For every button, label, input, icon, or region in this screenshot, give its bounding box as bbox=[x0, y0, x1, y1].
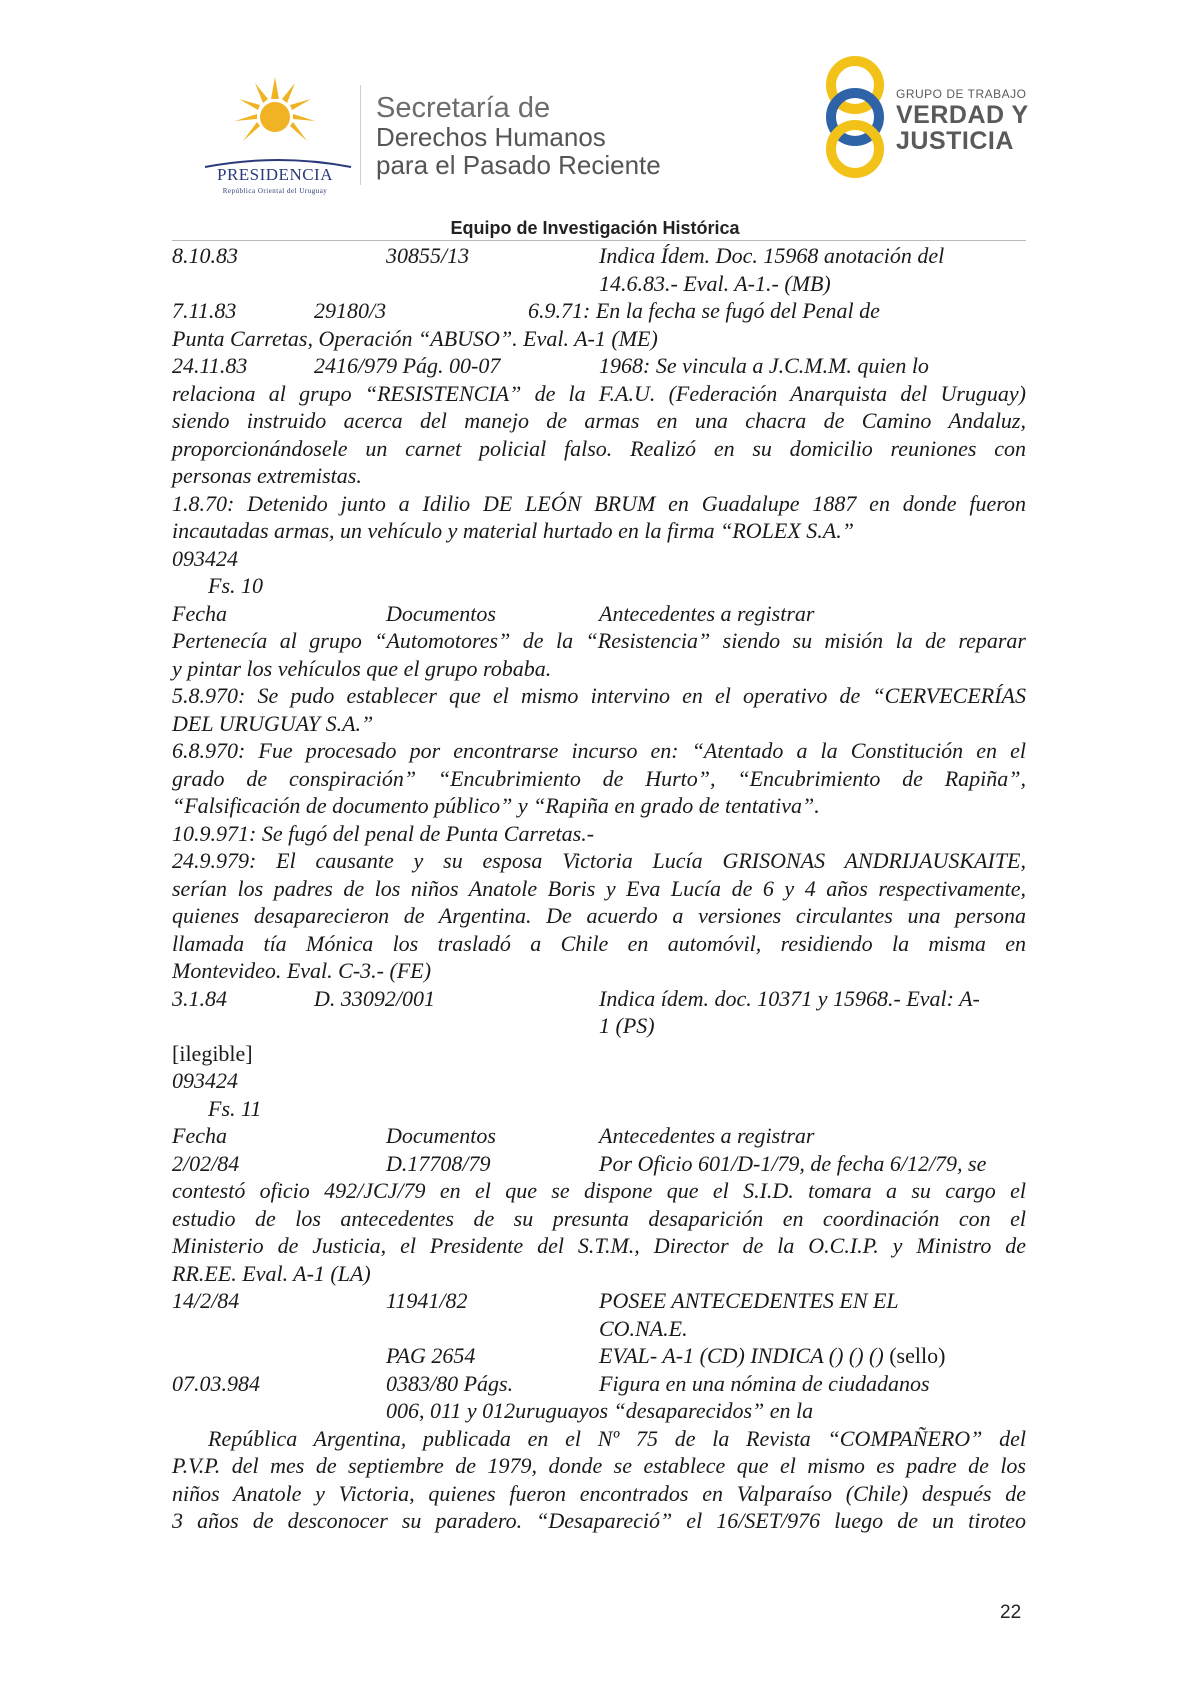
entry-date: 07.03.984 bbox=[172, 1370, 260, 1396]
entry-text: Indica Ídem. Doc. 15968 anotación del bbox=[599, 243, 945, 268]
grupo-verdad-justicia-logo bbox=[820, 55, 1060, 185]
grupo-line2: JUSTICIA bbox=[896, 127, 1014, 155]
entry-row bbox=[172, 1370, 1026, 1398]
text-line: relaciona al grupo “RESISTENCIA” de la F.A.U. (Federación Anarquista del Uruguay) bbox=[172, 380, 1026, 406]
secretaria-line1: Secretaría de bbox=[376, 92, 551, 124]
entry-row bbox=[172, 985, 1026, 1013]
presidencia-logo bbox=[195, 77, 355, 197]
entry-row bbox=[172, 1012, 1026, 1040]
column-headers bbox=[172, 600, 1026, 628]
text-line: Ministerio de Justicia, el Presidente del S.T.M., Director de la O.C.I.P. y Ministro de bbox=[172, 1233, 1026, 1258]
stamp-note: (sello) bbox=[889, 1343, 946, 1368]
text-line: siendo instruido acerca del manejo de armas en una chacra de Camino Andaluz, bbox=[172, 408, 1026, 433]
text-line: 1.8.70: Detenido junto a Idilio DE LEÓN BRUM en Guadalupe 1887 en donde fueron bbox=[172, 490, 1026, 516]
rings-emblem-icon bbox=[820, 55, 890, 180]
header-documentos: Documentos bbox=[386, 1123, 496, 1148]
entry-doc: 2416/979 Pág. 00-07 bbox=[314, 353, 501, 378]
entry-doc: D.17708/79 bbox=[386, 1150, 491, 1176]
entry-date: 3.1.84 bbox=[172, 985, 227, 1011]
text-span: Fs. 11 bbox=[208, 1095, 262, 1121]
entry-doc: D. 33092/001 bbox=[314, 985, 435, 1011]
entry-text: Indica ídem. doc. 10371 y 15968.- Eval: A- bbox=[599, 985, 980, 1011]
entry-row bbox=[172, 1287, 1026, 1315]
entry-date: 24.11.83 bbox=[172, 353, 248, 378]
entry-date: 8.10.83 bbox=[172, 243, 238, 268]
folio-label bbox=[172, 1095, 1026, 1123]
entry-row bbox=[172, 352, 1026, 380]
team-title: Equipo de Investigación Histórica bbox=[450, 218, 740, 238]
text-line: República Argentina, publicada en el Nº 75 de la Revista “COMPAÑERO” del bbox=[208, 1425, 1026, 1451]
header-documentos: Documentos bbox=[386, 600, 496, 626]
text-line: llamada tía Mónica los trasladó a Chile en automóvil, residiendo la misma en bbox=[172, 930, 1026, 956]
entry-doc: 29180/3 bbox=[314, 298, 387, 323]
folio-code: 093424 bbox=[172, 1068, 238, 1093]
header-antecedentes: Antecedentes a registrar bbox=[599, 600, 815, 626]
entry-doc: 11941/82 bbox=[386, 1288, 468, 1313]
folio-label bbox=[172, 572, 1026, 600]
text-line: RR.EE. Eval. A-1 (LA) bbox=[172, 1260, 371, 1286]
text-line: y pintar los vehículos que el grupo robaba. bbox=[172, 655, 552, 681]
text-line: incautadas armas, un vehículo y material hurtado en la firma “ROLEX S.A.” bbox=[172, 518, 854, 543]
secretaria-line3: para el Pasado Reciente bbox=[376, 150, 661, 180]
sun-emblem-icon bbox=[235, 77, 315, 149]
text-line: Montevideo. Eval. C-3.- (FE) bbox=[172, 958, 432, 983]
entry-text: POSEE ANTECEDENTES EN EL bbox=[599, 1288, 899, 1313]
text-line: proporcionándosele un carnet policial falso. Realizó en su domicilio reuniones con bbox=[172, 435, 1026, 461]
header-fecha: Fecha bbox=[172, 1123, 227, 1148]
page-number: 22 bbox=[1000, 1602, 1022, 1623]
text-line: 10.9.971: Se fugó del penal de Punta Carretas.- bbox=[172, 820, 595, 846]
header-antecedentes: Antecedentes a registrar bbox=[599, 1123, 815, 1148]
text-line: personas extremistas. bbox=[172, 463, 362, 488]
text-line: DEL URUGUAY S.A.” bbox=[172, 710, 374, 736]
entry-text bbox=[599, 1342, 945, 1370]
entry-row bbox=[172, 1342, 1026, 1370]
text-line: contestó oficio 492/JCJ/79 en el que se dispone que el S.I.D. tomara a su cargo el bbox=[172, 1178, 1026, 1203]
text-line: 3 años de desconocer su paradero. “Desapareció” el 16/SET/976 luego de un tiroteo bbox=[172, 1508, 1026, 1533]
text-line: “Falsificación de documento público” y “Rapiña en grado de tentativa”. bbox=[172, 793, 820, 818]
column-headers bbox=[172, 1122, 1026, 1150]
entry-date: 2/02/84 bbox=[172, 1150, 240, 1176]
text-line: serían los padres de los niños Anatole Boris y Eva Lucía de 6 y 4 años respectivamente, bbox=[172, 875, 1026, 901]
entry-text: Por Oficio 601/D-1/79, de fecha 6/12/79, se bbox=[599, 1150, 987, 1176]
entry-text: 1968: Se vincula a J.C.M.M. quien lo bbox=[599, 353, 929, 378]
text-span: Fs. 10 bbox=[208, 573, 263, 598]
entry-row bbox=[172, 270, 1026, 298]
entry-row bbox=[172, 1150, 1026, 1178]
text-line: grado de conspiración” “Encubrimiento de Hurto”, “Encubrimiento de Rapiña”, bbox=[172, 765, 1026, 791]
text-line: 6.8.970: Fue procesado por encontrarse incurso en: “Atentado a la Constitución en el bbox=[172, 738, 1026, 763]
secretaria-logo bbox=[376, 93, 661, 179]
entry-text: CO.NA.E. bbox=[599, 1315, 688, 1341]
entry-text: 14.6.83.- Eval. A-1.- (MB) bbox=[599, 270, 831, 296]
entry-text: Figura en una nómina de ciudadanos bbox=[599, 1370, 930, 1396]
header-fecha: Fecha bbox=[172, 600, 227, 626]
text-line: Pertenecía al grupo “Automotores” de la “Resistencia” siendo su misión la de reparar bbox=[172, 628, 1026, 653]
header-divider bbox=[360, 85, 361, 185]
entry-text: 1 (PS) bbox=[599, 1013, 655, 1038]
text-line bbox=[172, 325, 1026, 353]
entry-row bbox=[172, 1397, 1026, 1425]
folio-code: 093424 bbox=[172, 545, 238, 571]
presidencia-subtitle: República Oriental del Uruguay bbox=[222, 187, 328, 195]
document-body bbox=[172, 242, 1026, 1535]
entry-doc: 0383/80 Págs. bbox=[386, 1370, 514, 1396]
page-header bbox=[0, 55, 1190, 195]
text-line: niños Anatole y Victoria, quienes fueron encontrados en Valparaíso (Chile) después de bbox=[172, 1480, 1026, 1506]
entry-doc: 006, 011 y 012uruguayos “desaparecidos” en la bbox=[386, 1398, 814, 1423]
grupo-small-text: GRUPO DE TRABAJO bbox=[896, 87, 1027, 101]
entry-doc: PAG 2654 bbox=[386, 1343, 476, 1368]
text-line: P.V.P. del mes de septiembre de 1979, donde se establece que el mismo es padre de los bbox=[172, 1453, 1026, 1478]
text-line: quienes desaparecieron de Argentina. De acuerdo a versiones circulantes una persona bbox=[172, 903, 1026, 928]
text-line: 5.8.970: Se pudo establecer que el mismo intervino en el operativo de “CERVECERÍAS bbox=[172, 683, 1026, 708]
grupo-line1: VERDAD Y bbox=[896, 101, 1029, 129]
text-span: EVAL- A-1 (CD) INDICA () () () bbox=[599, 1343, 884, 1368]
presidencia-name: PRESIDENCIA bbox=[216, 165, 333, 184]
entry-row bbox=[172, 1315, 1026, 1343]
entry-row bbox=[172, 297, 1026, 325]
entry-text: 6.9.71: En la fecha se fugó del Penal de bbox=[528, 298, 880, 323]
entry-date: 7.11.83 bbox=[172, 298, 237, 323]
text-line: 24.9.979: El causante y su esposa Victoria Lucía GRISONAS ANDRIJAUSKAITE, bbox=[172, 848, 1026, 873]
header-rule bbox=[172, 240, 1026, 241]
secretaria-line2: Derechos Humanos bbox=[376, 122, 606, 152]
entry-doc: 30855/13 bbox=[386, 243, 470, 268]
text-line: estudio de los antecedentes de su presunta desaparición en coordinación con el bbox=[172, 1205, 1026, 1231]
text-span: Punta Carretas, Operación “ABUSO”. Eval. A-1 (ME) bbox=[172, 325, 658, 351]
illegible-note: [ilegible] bbox=[172, 1040, 253, 1066]
entry-date: 14/2/84 bbox=[172, 1288, 240, 1313]
entry-row bbox=[172, 242, 1026, 270]
